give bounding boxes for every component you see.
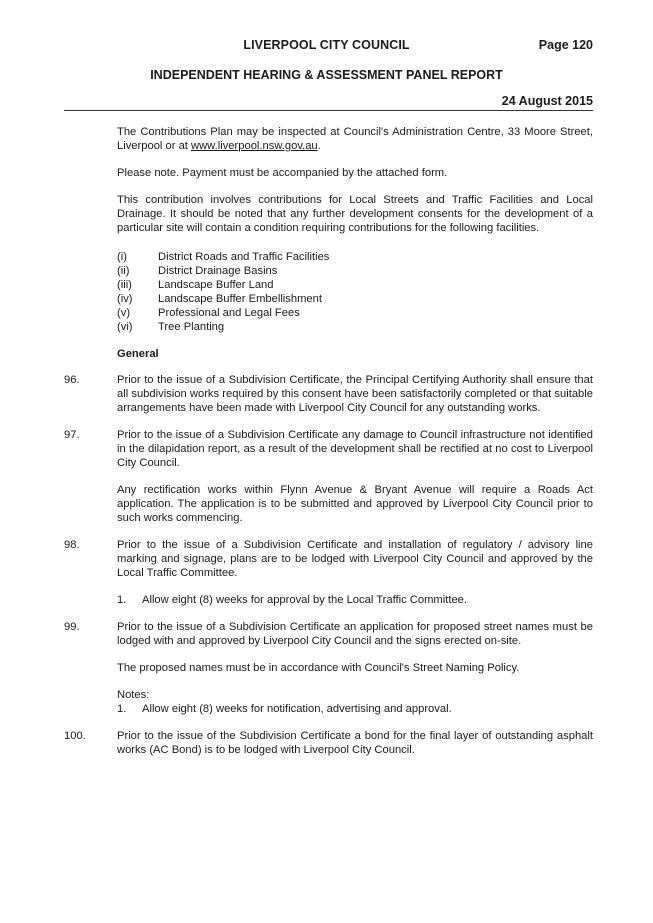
list-item-number: (i)	[117, 251, 127, 263]
list-item	[117, 306, 593, 320]
contributions-plan-text: The Contributions Plan may be inspected at Council's Administration Centre, 33 Moore Street, Liverpool or at	[117, 126, 593, 152]
condition-text: Prior to the issue of a Subdivision Certificate, the Principal Certifying Authority shall ensure that all subdivision works required by this consent have been satisfactorily completed or that suitable arrangements have been made with Liverpool City Council for any outstanding works.	[117, 374, 593, 414]
condition-number: 99.	[64, 621, 80, 633]
contribution-facilities-paragraph: This contribution involves contributions for Local Streets and Traffic Facilities and Local Drainage. It should be noted that any further development consents for the development of a particular site will contain a condition requiring contributions for the following facilities.	[117, 194, 593, 234]
condition-97	[64, 428, 593, 470]
condition-98-subitem	[117, 593, 593, 607]
list-item-text: District Roads and Traffic Facilities	[158, 251, 330, 263]
condition-100	[64, 729, 593, 757]
condition-text: Prior to the issue of a Subdivision Certificate and installation of regulatory / advisory line marking and signage, plans are to be lodged with Liverpool City Council and approved by the Local Traffic Committee.	[117, 539, 593, 579]
list-item-text: Tree Planting	[158, 321, 225, 333]
list-item-text: Landscape Buffer Embellishment	[158, 293, 322, 305]
notes-label: Notes:	[117, 689, 150, 701]
list-item-text: District Drainage Basins	[158, 265, 278, 277]
list-item-number: (iii)	[117, 279, 132, 291]
condition-text: Prior to the issue of a Subdivision Certificate any damage to Council infrastructure not identified in the dilapidation report, as a result of the development shall be rectified at no cost to Liverpool City Council.	[117, 429, 593, 469]
report-date: 24 August 2015	[501, 94, 593, 108]
condition-number: 96.	[64, 374, 80, 386]
condition-text: Prior to the issue of a Subdivision Certificate an application for proposed street names must be lodged with and approved by Liverpool City Council and the signs erected on-site.	[117, 621, 593, 647]
page-number: Page 120	[538, 38, 593, 52]
condition-99-naming-policy-note: The proposed names must be in accordance with Council's Street Naming Policy.	[117, 662, 520, 674]
list-item	[117, 250, 593, 264]
condition-96	[64, 373, 593, 415]
list-item-number: (ii)	[117, 265, 130, 277]
section-heading-general: General	[117, 348, 159, 360]
condition-99-subitem	[117, 702, 593, 716]
facilities-list	[117, 250, 593, 334]
subitem-text: Allow eight (8) weeks for notification, advertising and approval.	[142, 703, 452, 715]
condition-99	[64, 620, 593, 648]
condition-number: 100.	[64, 730, 86, 742]
document-body	[64, 125, 593, 770]
list-item-text: Professional and Legal Fees	[158, 307, 300, 319]
council-name: LIVERPOOL CITY COUNCIL	[243, 38, 410, 52]
list-item	[117, 264, 593, 278]
report-title: INDEPENDENT HEARING & ASSESSMENT PANEL REPORT	[150, 68, 503, 82]
condition-number: 97.	[64, 429, 80, 441]
condition-text: Prior to the issue of the Subdivision Certificate a bond for the final layer of outstanding asphalt works (AC Bond) is to be lodged with Liverpool City Council.	[117, 730, 593, 756]
contributions-plan-end: .	[317, 140, 321, 152]
list-item-text: Landscape Buffer Land	[158, 279, 274, 291]
contributions-plan-paragraph	[64, 125, 593, 153]
list-item	[117, 278, 593, 292]
header-divider	[64, 110, 593, 111]
list-item-number: (iv)	[117, 293, 133, 305]
subitem-number: 1.	[117, 594, 127, 606]
list-item	[117, 320, 593, 334]
condition-number: 98.	[64, 539, 80, 551]
condition-98	[64, 538, 593, 580]
list-item-number: (vi)	[117, 321, 133, 333]
condition-97-roads-act-note: Any rectification works within Flynn Avenue & Bryant Avenue will require a Roads Act application. The application is to be submitted and approved by Liverpool City Council prior to such works commencing.	[117, 484, 593, 524]
list-item	[117, 292, 593, 306]
council-website-link[interactable]: www.liverpool.nsw.gov.au	[191, 140, 318, 152]
subitem-text: Allow eight (8) weeks for approval by the Local Traffic Committee.	[142, 594, 467, 606]
subitem-number: 1.	[117, 703, 127, 715]
payment-note: Please note. Payment must be accompanied by the attached form.	[117, 167, 448, 179]
list-item-number: (v)	[117, 307, 131, 319]
